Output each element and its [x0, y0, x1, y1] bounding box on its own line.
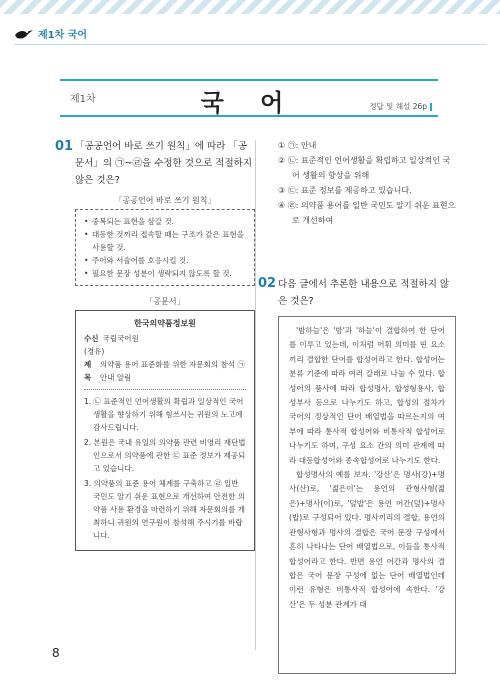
passage-paragraph: '밤하늘'은 '밤'과 '하늘'이 결합하여 한 단어를 이루고 있는데, 이처럼 어휘 의미를 띤 요소끼리 결합한 단어를 합성어라고 한다. 합성어는 분류 기준에 따라 여러 갈래로 나눌 수 있다. 합성어의 품사에 따라 합성명사, 합성형용사, 합성부사 등으로 나누기도 하고, 합성의 절차가 국어의 정상적인 단어 배열법을 따르는지의 여부에 따라 통사적 합성어와 비통사적 합성어로 나누기도 하며, 구성 요소 간의 의미 관계에 따라 대등합성어와 종속합성어로 나누기도 한다.: [289, 326, 445, 465]
doc-subject-row: [84, 358, 246, 384]
doc-organization: 한국의약품정보원: [134, 319, 196, 328]
option-4[interactable]: ④ ㉣: 의약품 용어를 일반 국민도 알기 쉬운 표현으로 개선하여: [278, 201, 456, 225]
doc-recipient-row: [84, 332, 246, 345]
question-1-options: [278, 138, 456, 228]
option-2[interactable]: ② ㉡: 표준적인 언어생활을 확립하고 일상적인 국어 생활의 향상을 위해: [278, 156, 451, 180]
answer-reference: [369, 101, 432, 112]
doc-via: (경유): [84, 347, 105, 356]
question-2: [278, 276, 456, 674]
rule-item: • 주어와 서술어를 호응시킬 것.: [84, 254, 246, 267]
rules-title: 「공공언어 바로 쓰기 원칙」: [114, 196, 216, 205]
passage-paragraph: 합성명사의 예를 보자. '강산'은 명사(강)+명사(산)로, '젊은이'는 용언의 관형사형(젊은)+명사(이)로, '덮밥'은 용언 어간(덮)+명사(밥)로 구성되어 있다. 명사끼리의 결합, 용언의 관형사형과 명사의 결합은 국어 문장 구성에서 흔히 나타나는 단어 배열법으로, 이들을 통사적 합성어라고 한다. 반면 용언 어간과 명사의 결합은 국어 문장 구성에 없는 단어 배열법인데 이런 유형은 비통사적 합성어에 속한다. '강산'은 두 성분 관계가 대: [289, 470, 445, 609]
doc-recipient-label: 수신: [84, 334, 99, 343]
answer-bar: [430, 103, 432, 111]
doc-item: 3. 의약품의 표준 용어 체계를 구축하고 ㉣ 일반 국민도 알기 쉬운 표현으로 개선하여 안전한 의약품 사용 환경을 마련하기 위해 자문회의를 개최하니 귀원의 연구원이 참석해 주시기를 바랍니다.: [84, 479, 245, 540]
section-title: 국 어: [200, 88, 298, 117]
chapter-divider: [14, 44, 486, 45]
section-sublabel: 제1차: [70, 94, 96, 105]
rule-item: • 중복되는 표현을 삼갈 것.: [84, 215, 246, 228]
doc-recipient: 국립국어원: [102, 334, 139, 343]
option-3[interactable]: ③ ㉢: 표준 정보를 제공하고 있습니다.: [278, 186, 412, 195]
rules-box: [75, 209, 255, 286]
doc-item-list: [84, 395, 246, 542]
bird-logo-icon: [14, 27, 34, 41]
chapter-header: [14, 26, 87, 41]
doc-separator: [84, 389, 246, 390]
option-1[interactable]: ① ㉠: 안내: [278, 141, 317, 150]
page-number: 8: [52, 646, 60, 660]
top-stripe: [0, 0, 500, 14]
rule-item: • 대등한 것끼리 접속할 때는 구조가 같은 표현을 사용할 것.: [84, 228, 246, 254]
question-2-text: 다음 글에서 추론한 내용으로 적절하지 않은 것은?: [278, 279, 450, 307]
doc-subject-label: 제목: [84, 360, 92, 382]
question-1-text: 「공공언어 바로 쓰기 원칙」에 따라 「공문서」의 ㉠~㉣을 수정한 것으로 적절하지 않은 것은?: [75, 141, 253, 186]
doc-title: 「공문서」: [145, 297, 185, 306]
doc-subject: 의약품 용어 표준화를 위한 자문회의 참석 ㉠ 안내 알림: [99, 360, 245, 382]
question-number-1: 01: [55, 139, 74, 154]
chapter-label: 제1차 국어: [38, 30, 88, 41]
reading-passage: [278, 316, 456, 674]
column-divider: [255, 140, 256, 650]
question-number-2: 02: [258, 276, 277, 291]
right-column: [278, 138, 456, 228]
official-document-box: [75, 310, 255, 551]
section-header: [60, 79, 438, 117]
doc-item: 1. ㉡ 표준적인 언어생활의 확립과 일상적인 국어 생활을 향상하기 위해 힘쓰시는 귀원의 노고에 감사드립니다.: [84, 397, 244, 432]
doc-item: 2. 본원은 국내 유일의 의약품 관련 비영리 재단법인으로서 의약품에 관한 ㉢ 표준 정보가 제공되고 있습니다.: [84, 438, 246, 473]
question-1: [75, 138, 255, 551]
answer-reference-text: 정답 및 해설 26p: [369, 102, 427, 111]
rule-item: • 필요한 문장 성분이 생략되지 않도록 할 것.: [84, 267, 246, 280]
